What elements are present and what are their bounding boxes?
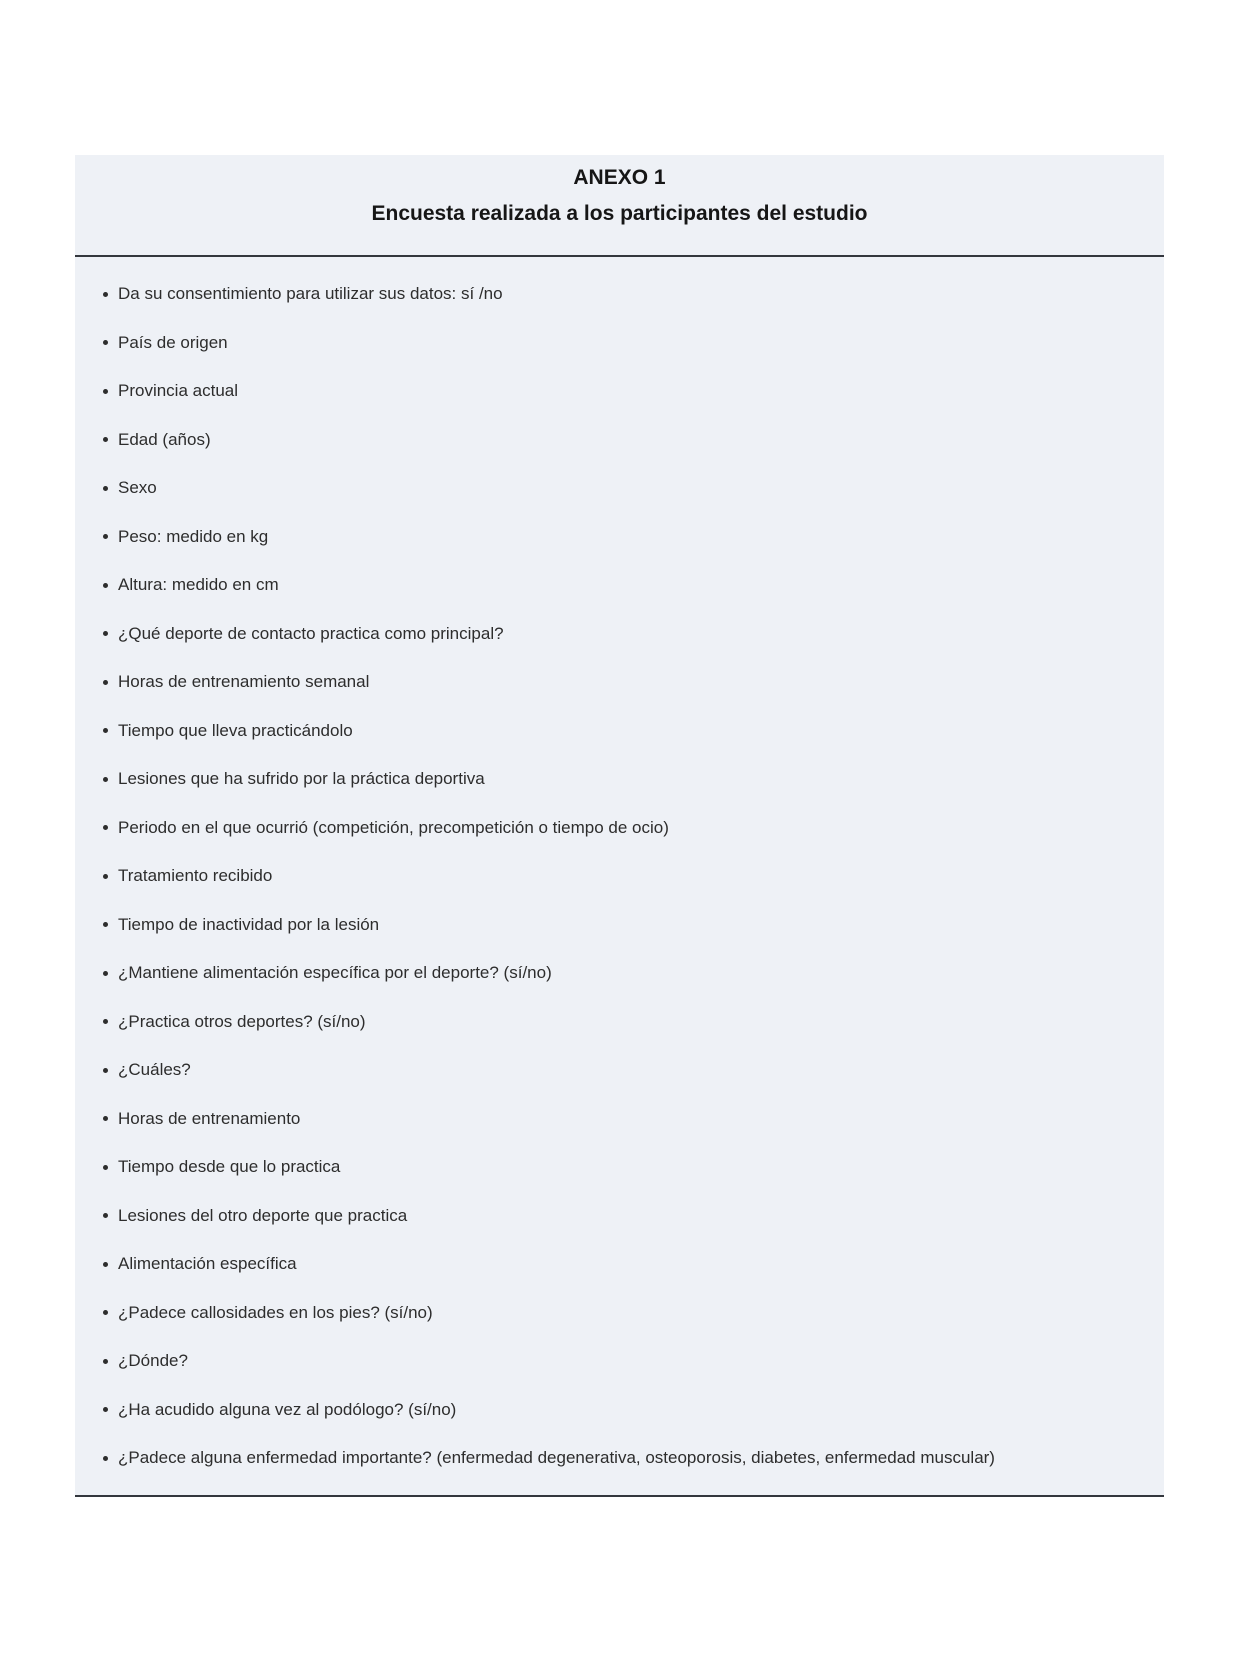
survey-question-item: [118, 623, 1124, 645]
survey-question-text: Lesiones que ha sufrido por la práctica deportiva: [118, 769, 485, 788]
bullet-icon: [103, 1068, 108, 1073]
bullet-icon: [103, 922, 108, 927]
survey-question-text: Da su consentimiento para utilizar sus datos: sí /no: [118, 284, 503, 303]
survey-question-item: [118, 768, 1124, 790]
survey-question-text: ¿Practica otros deportes? (sí/no): [118, 1011, 366, 1031]
bullet-icon: [103, 583, 108, 588]
survey-question-text: ¿Padece callosidades en los pies? (sí/no): [118, 1302, 433, 1322]
survey-question-text: ¿Mantiene alimentación específica por el deporte? (sí/no): [118, 963, 552, 982]
survey-question-text: País de origen: [118, 332, 228, 352]
annex-panel: [75, 155, 1164, 1497]
survey-question-item: [118, 1399, 1124, 1421]
survey-question-item: [118, 1059, 1124, 1081]
survey-question-text: Peso: medido en kg: [118, 526, 269, 546]
annex-title: ANEXO 1: [573, 166, 666, 189]
bullet-icon: [103, 534, 108, 539]
survey-question-item: [118, 332, 1124, 354]
survey-question-item: [118, 962, 1124, 984]
survey-question-text: Tiempo de inactividad por la lesión: [118, 914, 380, 934]
survey-question-item: [118, 1253, 1124, 1275]
survey-question-item: [118, 429, 1124, 451]
survey-question-item: [118, 817, 1124, 839]
survey-question-item: [118, 1350, 1124, 1372]
survey-question-text: Tratamiento recibido: [118, 866, 273, 885]
bullet-icon: [103, 389, 108, 394]
survey-question-text: Horas de entrenamiento: [118, 1108, 301, 1128]
survey-question-text: Horas de entrenamiento semanal: [118, 672, 370, 691]
survey-question-item: [118, 720, 1124, 742]
bullet-icon: [103, 728, 108, 733]
survey-question-item: [118, 477, 1124, 499]
survey-question-text: Alimentación específica: [118, 1254, 297, 1273]
bullet-icon: [103, 874, 108, 879]
survey-question-text: Altura: medido en cm: [118, 575, 279, 594]
survey-question-text: Tiempo desde que lo practica: [118, 1157, 341, 1176]
survey-question-text: ¿Padece alguna enfermedad importante? (enfermedad degenerativa, osteoporosis, diabetes, enfermedad muscular): [118, 1448, 995, 1467]
survey-question-item: [118, 526, 1124, 548]
survey-question-item: [118, 671, 1124, 693]
bullet-icon: [103, 777, 108, 782]
bullet-icon: [103, 1116, 108, 1121]
survey-question-item: [118, 574, 1124, 596]
bullet-icon: [103, 971, 108, 976]
survey-question-item: [118, 1011, 1124, 1033]
survey-question-item: [118, 1156, 1124, 1178]
bullet-icon: [103, 680, 108, 685]
bullet-icon: [103, 292, 108, 297]
survey-question-item: [118, 1205, 1124, 1227]
bullet-icon: [103, 825, 108, 830]
annex-header: [75, 155, 1164, 257]
survey-question-item: [118, 1108, 1124, 1130]
bullet-icon: [103, 1213, 108, 1218]
survey-question-item: [118, 283, 1124, 305]
bullet-icon: [103, 1310, 108, 1315]
bullet-icon: [103, 1456, 108, 1461]
survey-question-list: [75, 257, 1164, 1497]
survey-question-text: Sexo: [118, 478, 157, 497]
survey-question-text: ¿Ha acudido alguna vez al podólogo? (sí/no): [118, 1399, 457, 1419]
bullet-icon: [103, 1359, 108, 1364]
survey-question-item: [118, 1447, 1124, 1469]
survey-question-text: ¿Cuáles?: [118, 1060, 191, 1079]
bullet-icon: [103, 631, 108, 636]
survey-question-text: ¿Dónde?: [118, 1351, 188, 1370]
survey-question-text: Tiempo que lleva practicándolo: [118, 720, 353, 740]
bullet-icon: [103, 1262, 108, 1267]
survey-question-text: ¿Qué deporte de contacto practica como principal?: [118, 623, 504, 643]
bullet-icon: [103, 1019, 108, 1024]
survey-question-text: Edad (años): [118, 429, 211, 449]
survey-question-text: Periodo en el que ocurrió (competición, precompetición o tiempo de ocio): [118, 817, 669, 837]
bullet-icon: [103, 437, 108, 442]
bullet-icon: [103, 486, 108, 491]
survey-question-item: [118, 865, 1124, 887]
survey-question-item: [118, 914, 1124, 936]
annex-subtitle: Encuesta realizada a los participantes del estudio: [371, 202, 868, 225]
bullet-icon: [103, 340, 108, 345]
bullet-icon: [103, 1165, 108, 1170]
survey-question-text: Lesiones del otro deporte que practica: [118, 1205, 408, 1225]
survey-question-text: Provincia actual: [118, 381, 239, 400]
survey-question-item: [118, 1302, 1124, 1324]
bullet-icon: [103, 1407, 108, 1412]
survey-question-item: [118, 380, 1124, 402]
